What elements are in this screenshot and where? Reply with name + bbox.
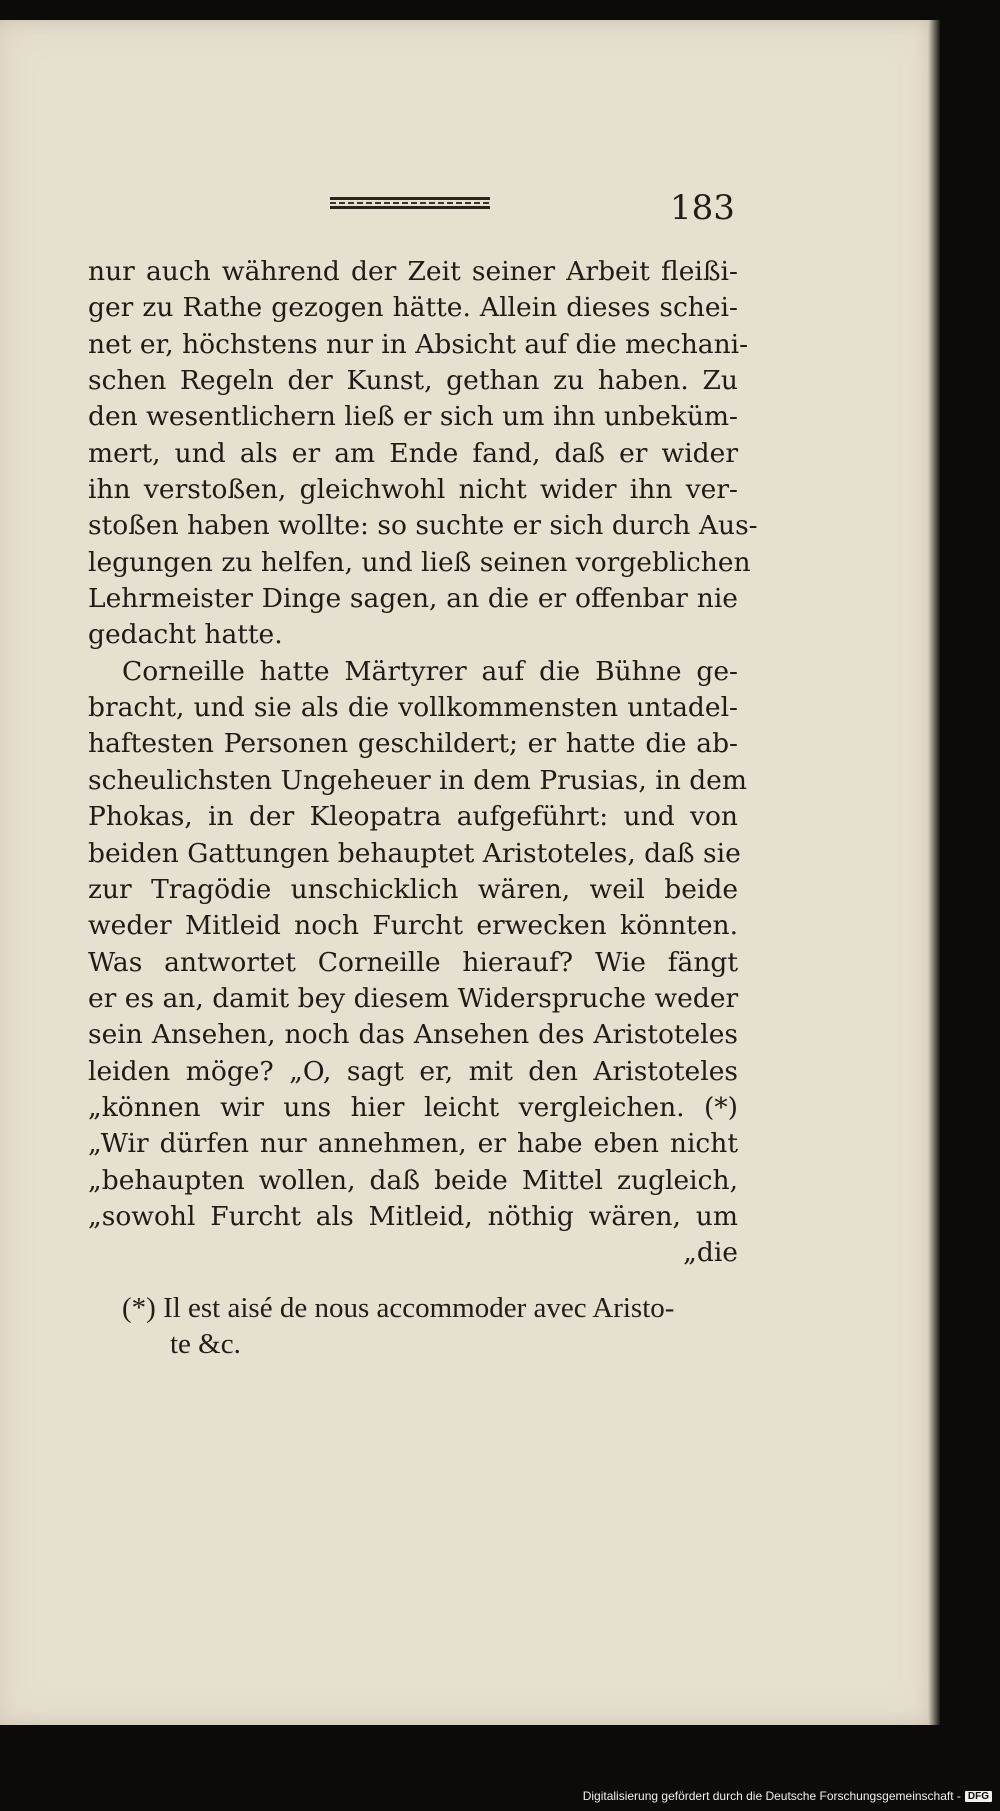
text-line: scheulichsten Ungeheuer in dem Prusias, in dem [88,764,747,796]
text-line: bracht, und sie als die vollkommensten untadel- [88,692,738,724]
text-line: beiden Gattungen behauptet Aristoteles, daß sie [88,837,741,869]
text-line: gedacht hatte. [88,619,283,651]
page-number: 183 [670,188,735,228]
text-line: ger zu Rathe gezogen hätte. Allein dieses schei- [88,292,738,324]
text-line: leiden möge? „O, sagt er, mit den Aristoteles [88,1055,738,1087]
dfg-logo: DFG [965,1791,992,1802]
text-line: „Wir dürfen nur annehmen, er habe eben nicht [88,1128,738,1160]
header-ornament-rule [330,197,490,209]
text-line: haftesten Personen geschildert; er hatte die ab- [88,728,738,760]
credit-text: Digitalisierung gefördert durch die Deutsche Forschungsgemeinschaft - [582,1789,961,1803]
text-line: er es an, damit bey diesem Widerspruche weder [88,982,739,1014]
text-line: den wesentlichern ließ er sich um ihn unbeküm- [88,401,738,433]
text-line: stoßen haben wollte: so suchte er sich durch Aus- [88,510,758,542]
text-line: weder Mitleid noch Furcht erwecken könnten. [88,910,738,942]
text-line: net er, höchstens nur in Absicht auf die mechani- [88,328,749,360]
text-line: legungen zu helfen, und ließ seinen vorgeblichen [88,546,751,578]
text-line: schen Regeln der Kunst, gethan zu haben. Zu [88,365,738,397]
footnote [122,1290,742,1362]
text-line: Corneille hatte Märtyrer auf die Bühne ge- [122,655,738,687]
page-edge [928,20,940,1725]
text-line: „sowohl Furcht als Mitleid, nöthig wären, um [88,1200,738,1232]
text-line: zur Tragödie unschicklich wären, weil beide [88,873,738,905]
footnote-line: te &c. [170,1328,241,1360]
text-line: nur auch während der Zeit seiner Arbeit fleißi- [88,256,738,287]
digitization-credit [583,1789,992,1803]
text-line: „behaupten wollen, daß beide Mittel zugleich, [88,1164,738,1196]
text-line: Phokas, in der Kleopatra aufgeführt: und von [88,801,738,833]
footnote-line: (*) Il est aisé de nous accommoder avec Aristo- [122,1292,675,1324]
text-line: ihn verstoßen, gleichwohl nicht wider ihn ver- [88,474,738,506]
text-line: „können wir uns hier leicht vergleichen. (*) [88,1091,738,1123]
body-text [88,254,758,1272]
text-line: mert, und als er am Ende fand, daß er wider [88,437,738,469]
text-line: Was antwortet Corneille hierauf? Wie fängt [88,946,738,978]
text-line: sein Ansehen, noch das Ansehen des Aristoteles [88,1019,738,1051]
text-line: „die [683,1237,738,1269]
text-line: Lehrmeister Dinge sagen, an die er offenbar nie [88,583,738,615]
